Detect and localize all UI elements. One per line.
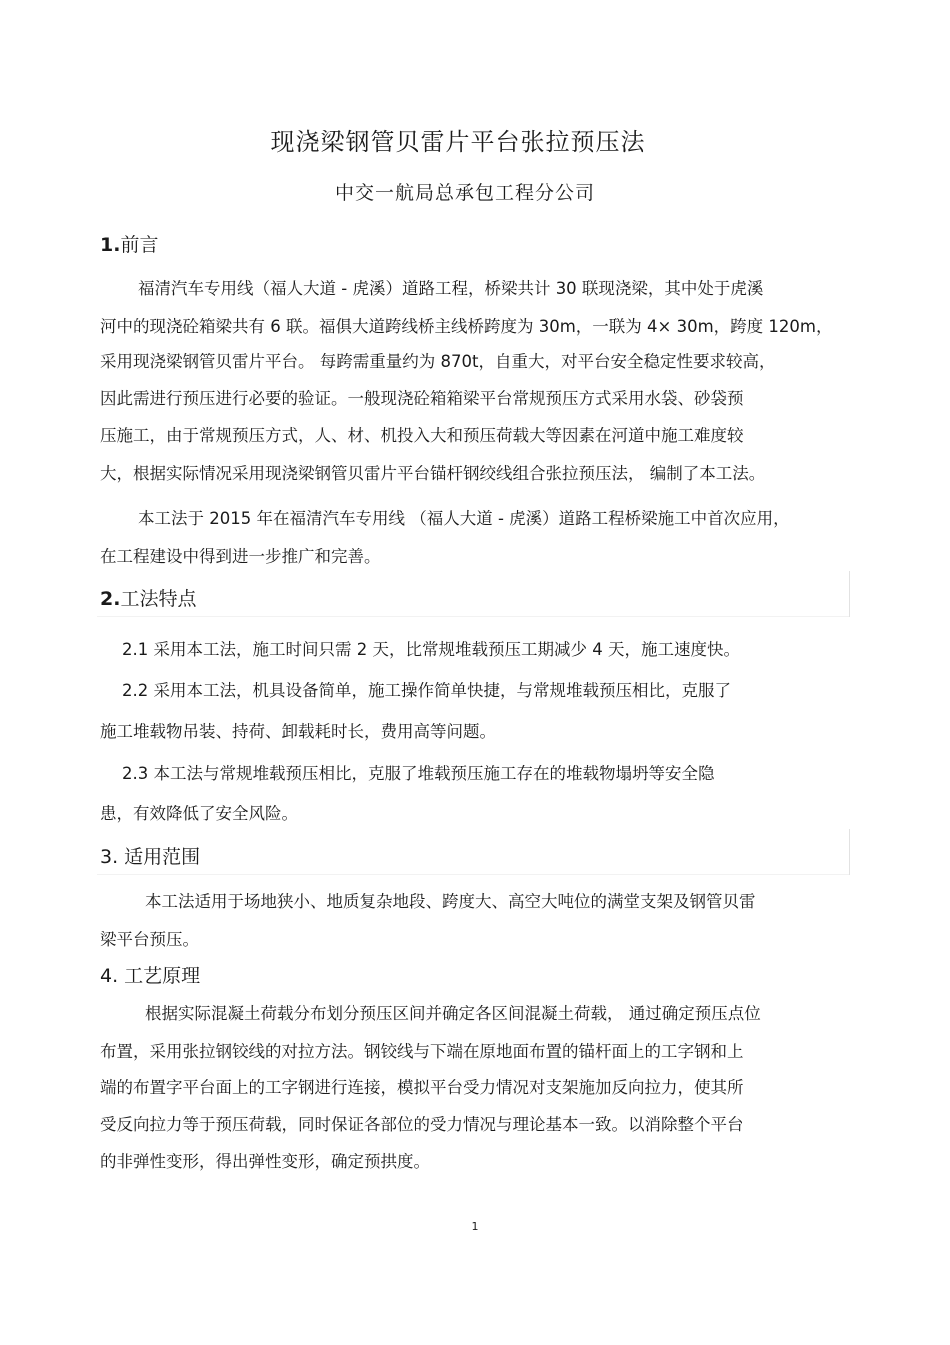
- paragraph-line: 2.1 采用本工法，施工时间只需 2 天，比常规堆载预压工期减少 4 天，施工速度快。: [122, 640, 740, 659]
- paragraph-line: 2.2 采用本工法，机具设备简单，施工操作简单快捷，与常规堆载预压相比，克服了: [122, 681, 731, 700]
- paragraph-line: 梁平台预压。: [100, 930, 199, 949]
- paragraph-line: 根据实际混凝土荷载分布划分预压区间并确定各区间混凝土荷载， 通过确定预压点位: [145, 1004, 761, 1023]
- section-4-heading: [100, 961, 200, 988]
- section-4-title: 工艺原理: [118, 965, 201, 987]
- paragraph-line: 本工法于 2015 年在福清汽车专用线 （福人大道 - 虎溪）道路工程桥梁施工中首次应用，: [138, 509, 790, 528]
- paragraph-line: 大，根据实际情况采用现浇梁钢管贝雷片平台锚杆钢绞线组合张拉预压法， 编制了本工法。: [100, 464, 766, 483]
- paragraph-line: 在工程建设中得到进一步推广和完善。: [100, 547, 381, 566]
- section-2-heading-bar: [97, 571, 850, 617]
- section-1-title: 前言: [120, 234, 159, 256]
- section-3-heading-bar: [97, 829, 850, 875]
- document-subtitle: 中交一航局总承包工程分公司: [334, 182, 595, 204]
- paragraph-line: 患，有效降低了安全风险。: [100, 804, 298, 823]
- section-1-number: 1.: [100, 234, 121, 256]
- paragraph-line: 的非弹性变形，得出弹性变形，确定预拱度。: [100, 1152, 430, 1171]
- paragraph-line: 压施工，由于常规预压方式，人、材、机投入大和预压荷载大等因素在河道中施工难度较: [100, 426, 744, 445]
- paragraph-line: 受反向拉力等于预压荷载，同时保证各部位的受力情况与理论基本一致。以消除整个平台: [100, 1115, 744, 1134]
- paragraph-line: 端的布置字平台面上的工字钢进行连接，模拟平台受力情况对支架施加反向拉力，使其所: [100, 1078, 744, 1097]
- section-4-number: 4.: [100, 965, 119, 987]
- paragraph-line: 福清汽车专用线（福人大道 - 虎溪）道路工程，桥梁共计 30 联现浇梁，其中处于虎溪: [138, 279, 764, 298]
- paragraph-line: 因此需进行预压进行必要的验证。一般现浇砼箱箱梁平台常规预压方式采用水袋、砂袋预: [100, 389, 744, 408]
- paragraph-line: 施工堆载物吊装、持荷、卸载耗时长，费用高等问题。: [100, 722, 496, 741]
- paragraph-line: 2.3 本工法与常规堆载预压相比，克服了堆载预压施工存在的堆载物塌坍等安全隐: [122, 764, 715, 783]
- page-number: 1: [471, 1220, 479, 1233]
- section-2-title: 工法特点: [120, 588, 197, 610]
- paragraph-line: 本工法适用于场地狭小、地质复杂地段、跨度大、高空大吨位的满堂支架及钢管贝雷: [145, 892, 756, 911]
- section-3-number: 3.: [100, 846, 119, 868]
- section-1-heading: [100, 230, 158, 257]
- document-title: 现浇梁钢管贝雷片平台张拉预压法: [270, 128, 646, 156]
- section-3-title: 适用范围: [118, 846, 201, 868]
- section-3-heading: [100, 842, 200, 869]
- paragraph-line: 布置，采用张拉钢铰线的对拉方法。钢铰线与下端在原地面布置的锚杆面上的工字钢和上: [100, 1042, 744, 1061]
- paragraph-line: 采用现浇梁钢管贝雷片平台。 每跨需重量约为 870t，自重大，对平台安全稳定性要求较高，: [100, 352, 776, 371]
- section-2-heading: [100, 584, 196, 611]
- paragraph-line: 河中的现浇砼箱梁共有 6 联。福俱大道跨线桥主线桥跨度为 30m，一联为 4× 30m，跨度 120m，: [100, 317, 833, 336]
- section-2-number: 2.: [100, 588, 121, 610]
